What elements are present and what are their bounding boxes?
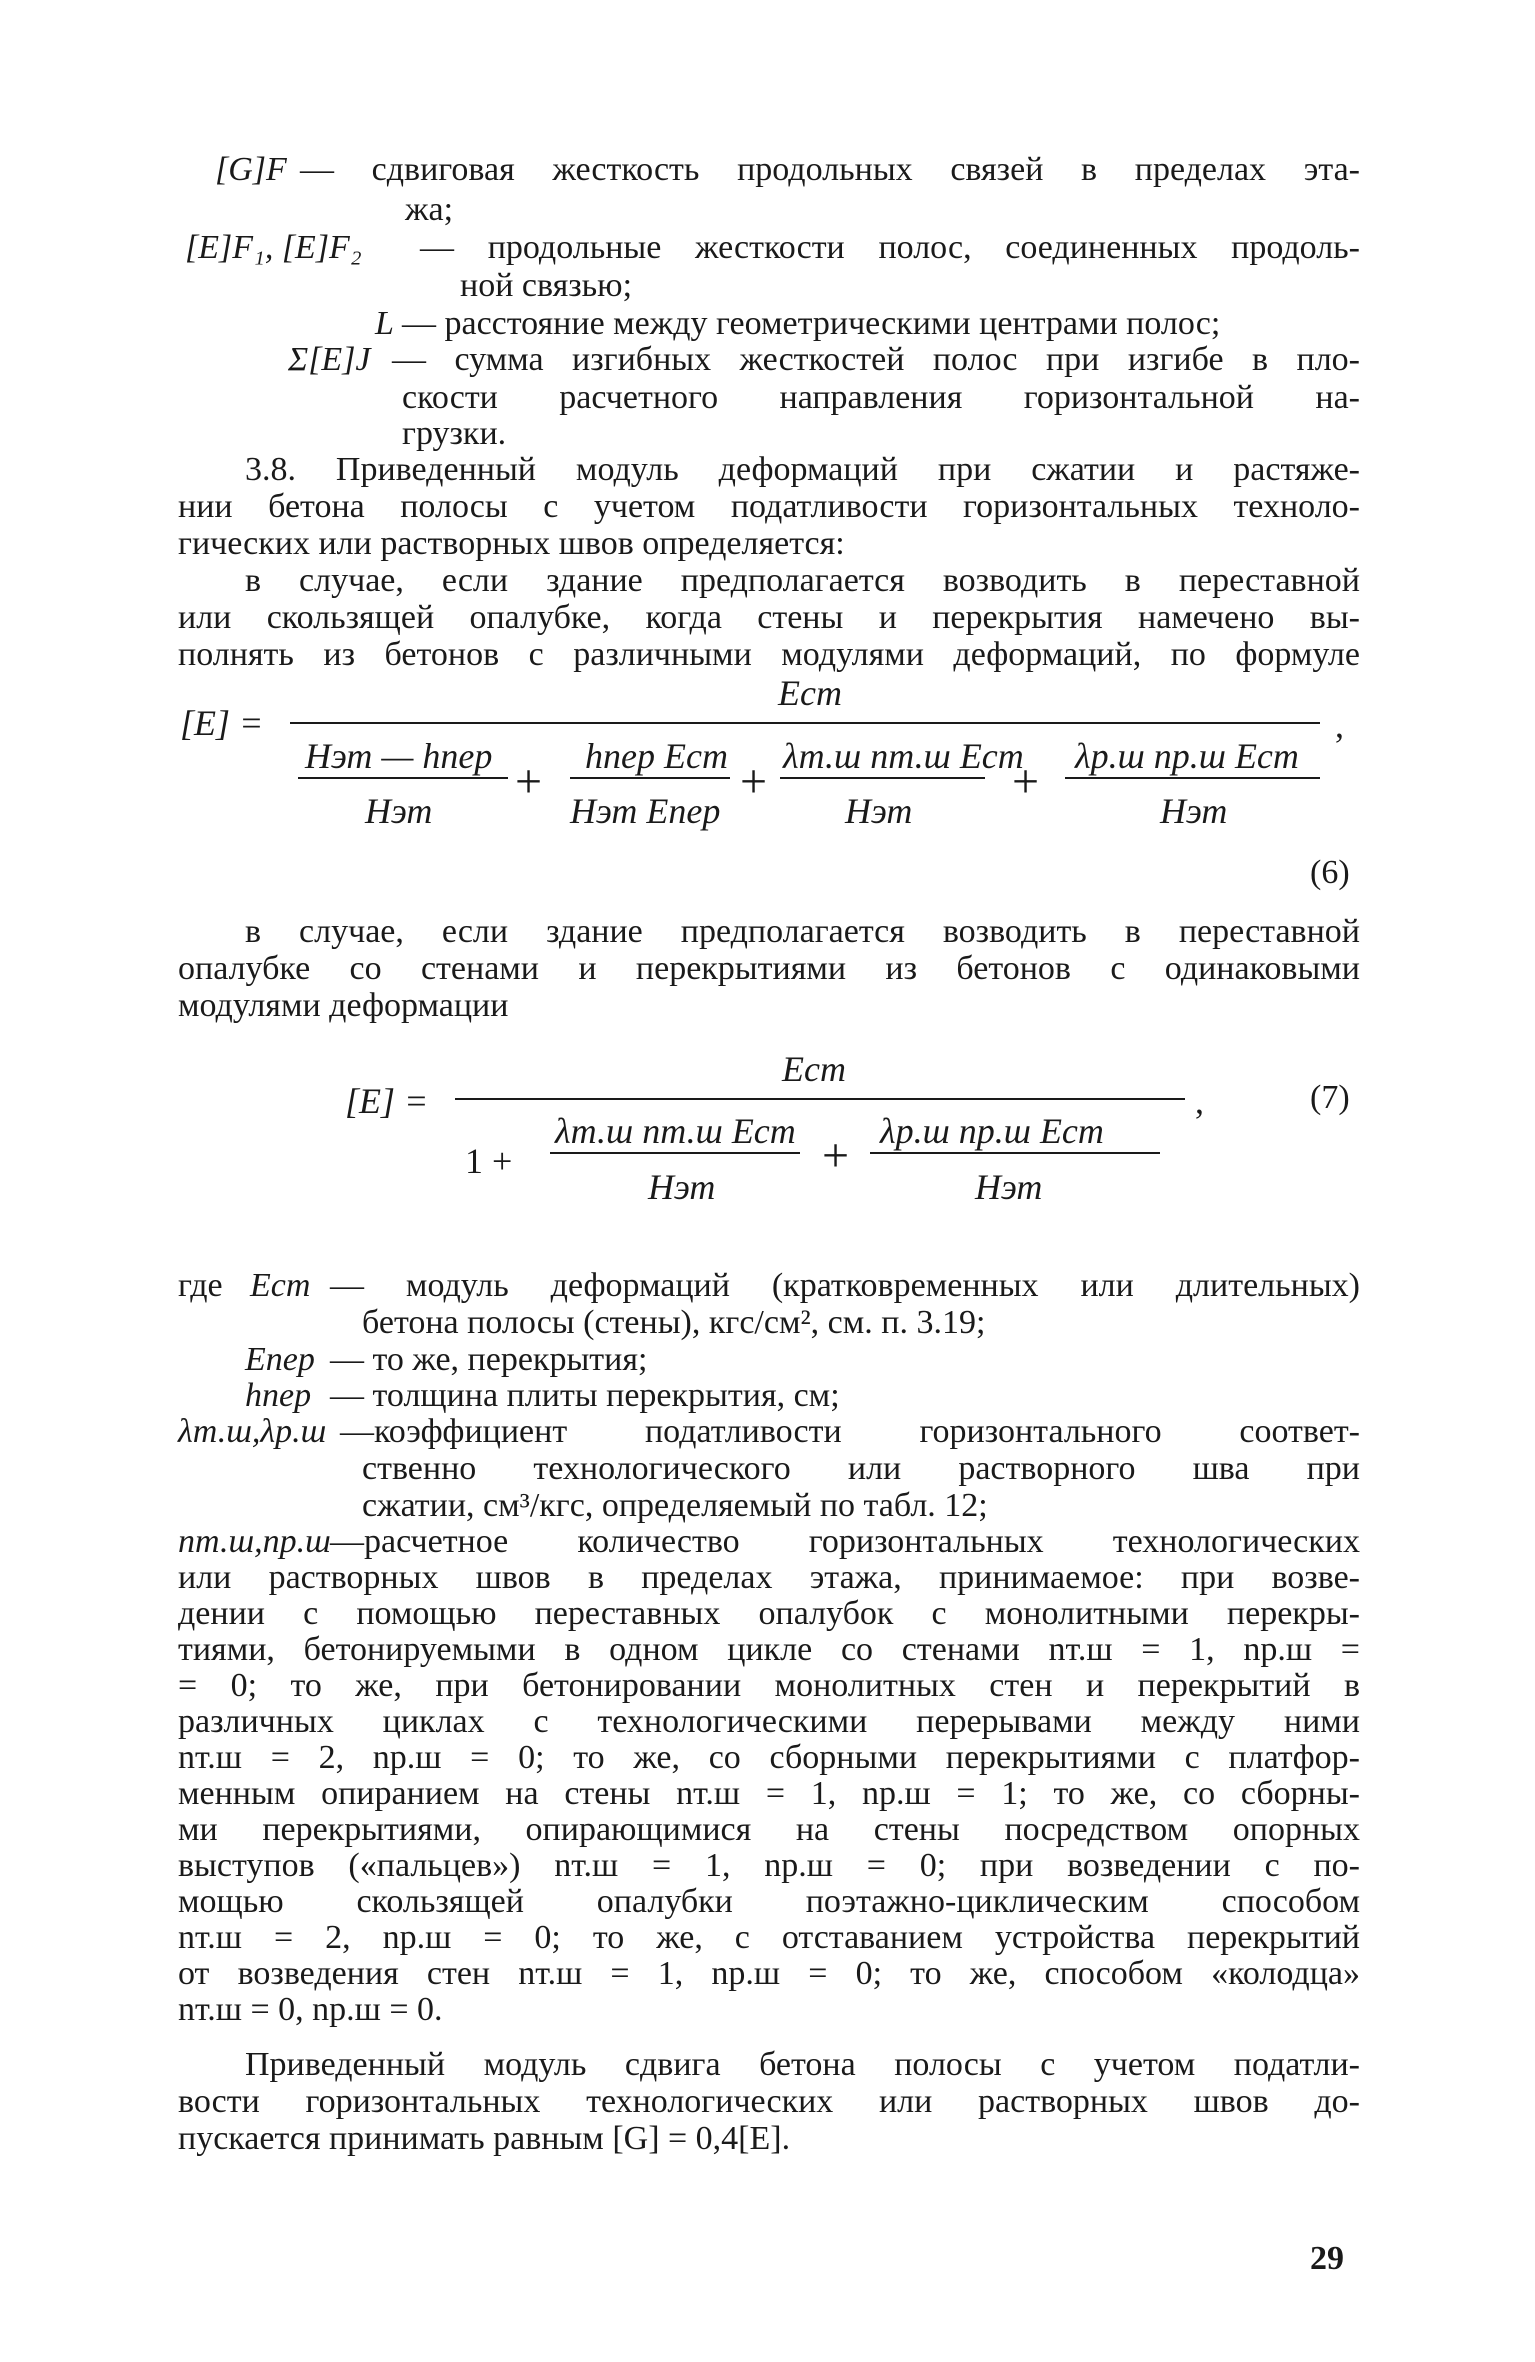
f7-term1-bar xyxy=(550,1152,800,1154)
f7-term2-bar xyxy=(870,1152,1160,1154)
f6-term3-den: Hэт xyxy=(845,791,913,831)
where-n-text: —расчетное количество горизонтальных технологических xyxy=(330,1523,1360,1560)
f7-plus: + xyxy=(822,1129,850,1182)
f7-main-fraction-bar xyxy=(455,1098,1185,1100)
case2-line2: опалубке со стенами и перекрытиями из бетонов с одинаковыми xyxy=(178,950,1360,987)
f6-term1-num: Hэт — hпер xyxy=(305,736,493,776)
closing-line2: вости горизонтальных технологических или растворных швов до- xyxy=(178,2083,1360,2120)
case1-line2: или скользящей опалубке, когда стены и перекрытия намечено вы- xyxy=(178,599,1360,636)
f6-comma: , xyxy=(1335,705,1344,745)
case2-line1: в случае, если здание предполагается возводить в переставной xyxy=(245,913,1360,950)
f7-comma: , xyxy=(1195,1081,1204,1121)
def-l-text: — расстояние между геометрическими центрами полос; xyxy=(402,305,1221,342)
def-sum-text: — сумма изгибных жесткостей полос при изгибе в пло- xyxy=(392,341,1360,378)
def-gf-symbol: [G]F xyxy=(215,151,287,188)
f7-term2-num: λр.ш nр.ш Eст xyxy=(880,1111,1104,1151)
where-n-line: nт.ш = 2, nр.ш = 0; то же, с отставанием устройства перекрытий xyxy=(178,1919,1360,1956)
where-n-line: ми перекрытиями, опирающимися на стены посредством опорных xyxy=(178,1811,1360,1848)
where-n-line: различных циклах с технологическими перерывами между ними xyxy=(178,1703,1360,1740)
where-lambda-text: —коэффициент податливости горизонтального соответ- xyxy=(340,1413,1360,1450)
where-n-symbol: nт.ш,nр.ш xyxy=(178,1523,331,1560)
f6-term4-bar xyxy=(1065,777,1320,779)
f6-term2-den: Hэт Eпер xyxy=(570,791,721,831)
sec38-line2: нии бетона полосы с учетом податливости горизонтальных техноло- xyxy=(178,488,1360,525)
def-ef-text: — продольные жесткости полос, соединенных продоль- xyxy=(420,229,1360,266)
def-gf-cont: жа; xyxy=(405,191,454,228)
where-est-text: — модуль деформаций (кратковременных или длительных) xyxy=(330,1267,1360,1304)
def-sum-cont2: грузки. xyxy=(402,415,507,452)
f7-term2-den: Hэт xyxy=(975,1167,1043,1207)
f6-term1-bar xyxy=(298,777,508,779)
f6-term2-bar xyxy=(570,777,730,779)
where-n-line: от возведения стен nт.ш = 1, nр.ш = 0; то же, способом «колодца» xyxy=(178,1955,1360,1992)
where-n-line: или растворных швов в пределах этажа, принимаемое: при возве- xyxy=(178,1559,1360,1596)
f6-plus-2: + xyxy=(740,755,768,808)
f6-term4-num: λр.ш nр.ш Eст xyxy=(1075,736,1299,776)
f6-term1-den: Hэт xyxy=(365,791,433,831)
where-n-line: менным опиранием на стены nт.ш = 1, nр.ш = 1; то же, со сборны- xyxy=(178,1775,1360,1812)
sec38-line1: 3.8. Приведенный модуль деформаций при сжатии и растяже- xyxy=(245,451,1360,488)
closing-line3: пускается принимать равным [G] = 0,4[E]. xyxy=(178,2120,791,2157)
f6-numerator: Eст xyxy=(778,673,842,713)
f7-number: (7) xyxy=(1310,1079,1350,1116)
case1-line1: в случае, если здание предполагается возводить в переставной xyxy=(245,562,1360,599)
where-lambda-symbol: λт.ш,λр.ш xyxy=(178,1413,327,1450)
f6-term3-bar xyxy=(780,777,985,779)
f7-numerator: Eст xyxy=(782,1049,846,1089)
f6-plus-3: + xyxy=(1012,755,1040,808)
where-n-line: дении с помощью переставных опалубок с монолитными перекры- xyxy=(178,1595,1360,1632)
case2-line3: модулями деформации xyxy=(178,987,509,1024)
where-est-symbol: Eст xyxy=(250,1267,311,1304)
f6-number: (6) xyxy=(1310,854,1350,891)
where-lambda-cont1: ственно технологического или растворного шва при xyxy=(362,1450,1360,1487)
def-sum-cont1: скости расчетного направления горизонтальной на- xyxy=(402,379,1360,416)
where-hper-symbol: hпер xyxy=(245,1377,312,1414)
def-ef-symbol: [E]F₁, [E]F₂ xyxy=(185,229,362,266)
f7-term1-num: λт.ш nт.ш Eст xyxy=(555,1111,796,1151)
f6-main-fraction-bar xyxy=(290,722,1320,724)
def-ef-cont: ной связью; xyxy=(460,267,633,304)
f6-plus-1: + xyxy=(515,755,543,808)
where-n-line: мощью скользящей опалубки поэтажно-циклическим способом xyxy=(178,1883,1360,1920)
where-lead: где xyxy=(178,1267,223,1304)
where-n-line: выступов («пальцев») nт.ш = 1, nр.ш = 0; при возведении с по- xyxy=(178,1847,1360,1884)
where-lambda-cont2: сжатии, см³/кгс, определяемый по табл. 12; xyxy=(362,1487,988,1524)
f7-lhs: [E] = xyxy=(345,1081,429,1121)
f6-term2-num: hпер Eст xyxy=(585,736,728,776)
page-number: 29 xyxy=(1310,2240,1344,2277)
f6-term4-den: Hэт xyxy=(1160,791,1228,831)
where-n-line: = 0; то же, при бетонировании монолитных стен и перекрытий в xyxy=(178,1667,1360,1704)
where-n-line: тиями, бетонируемыми в одном цикле со стенами nт.ш = 1, nр.ш = xyxy=(178,1631,1360,1668)
where-hper-text: — толщина плиты перекрытия, см; xyxy=(330,1377,840,1414)
def-sum-symbol: Σ[E]J xyxy=(288,341,371,378)
f7-term1-den: Hэт xyxy=(648,1167,716,1207)
f7-one-plus: 1 + xyxy=(465,1141,513,1181)
where-est-cont: бетона полосы (стены), кгс/см², см. п. 3.19; xyxy=(362,1304,986,1341)
f6-term3-num: λт.ш nт.ш Eст xyxy=(783,736,1024,776)
def-l-symbol: L xyxy=(375,305,394,342)
f6-lhs: [E] = xyxy=(180,703,264,743)
where-eper-text: — то же, перекрытия; xyxy=(330,1341,648,1378)
sec38-line3: гических или растворных швов определяется: xyxy=(178,525,845,562)
def-gf-text: — сдвиговая жесткость продольных связей в пределах эта- xyxy=(300,151,1360,188)
where-eper-symbol: Eпер xyxy=(245,1341,315,1378)
case1-line3: полнять из бетонов с различными модулями деформаций, по формуле xyxy=(178,636,1360,673)
where-n-line: nт.ш = 0, nр.ш = 0. xyxy=(178,1991,443,2028)
where-n-line: nт.ш = 2, nр.ш = 0; то же, со сборными перекрытиями с платфор- xyxy=(178,1739,1360,1776)
closing-line1: Приведенный модуль сдвига бетона полосы с учетом податли- xyxy=(245,2046,1360,2083)
